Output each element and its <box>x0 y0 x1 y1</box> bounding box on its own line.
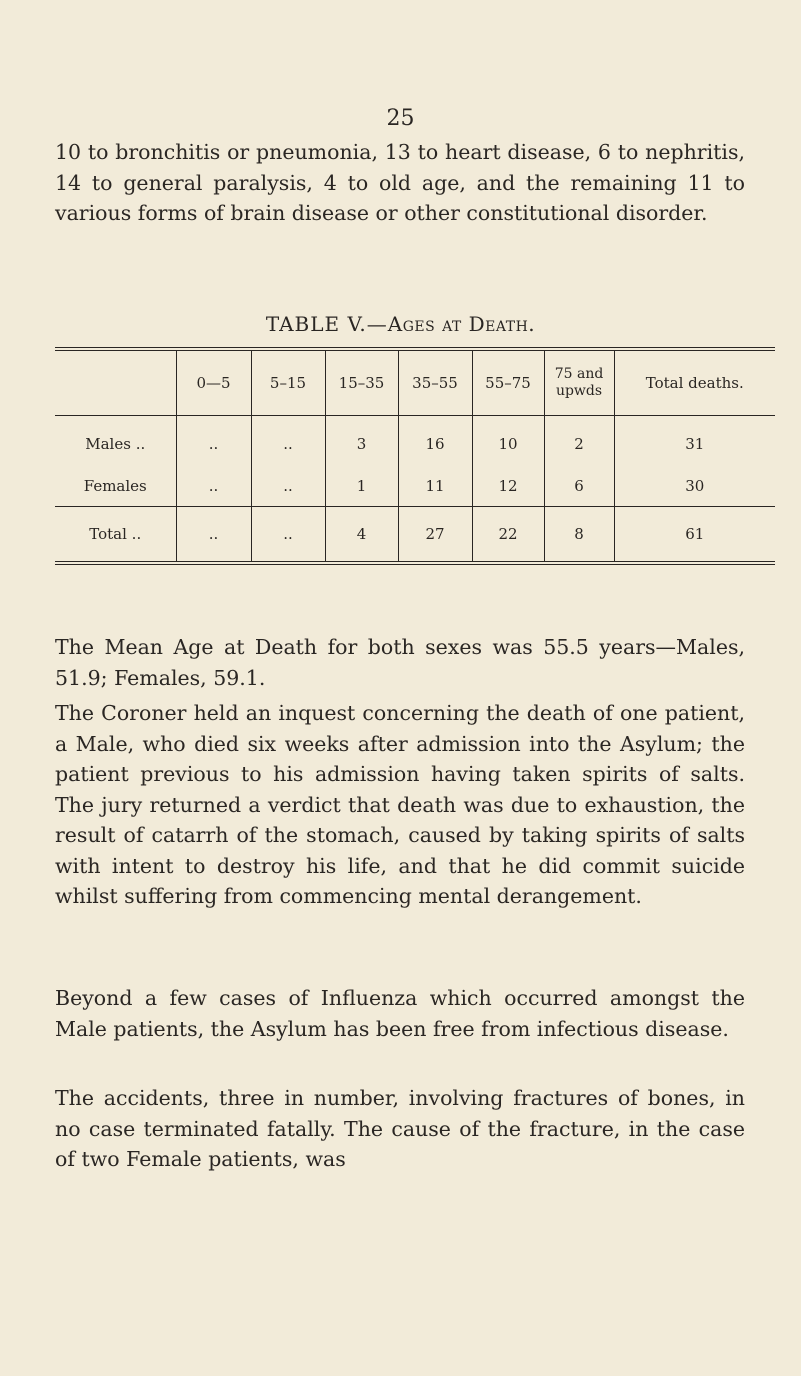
table-cell: 30 <box>614 466 775 507</box>
table-cell: 16 <box>398 416 472 467</box>
intro-paragraph: 10 to bronchitis or pneumonia, 13 to heart disease, 6 to nephritis, 14 to general paralysis, 4 to old age, and the remaining 11 to various forms of brain disease or other constitutional disorder. <box>55 140 745 225</box>
table-cell: .. <box>176 507 251 564</box>
table-title-prefix: TABLE V.— <box>265 312 388 336</box>
table-cell: 12 <box>472 466 544 507</box>
table-cell: .. <box>251 507 325 564</box>
table-cell: .. <box>251 466 325 507</box>
ages-at-death-table <box>55 347 775 565</box>
table-title <box>0 312 801 336</box>
header-empty <box>55 349 176 416</box>
table-cell: 3 <box>325 416 398 467</box>
table-cell: 2 <box>544 416 614 467</box>
row-label: Total .. <box>55 507 176 564</box>
table-cell: 4 <box>325 507 398 564</box>
table-cell: .. <box>251 416 325 467</box>
page-number: 25 <box>386 106 415 131</box>
table-cell: 22 <box>472 507 544 564</box>
header-75-upwards: 75 and upwds <box>544 349 614 416</box>
table-row-males <box>55 416 775 467</box>
table-cell: 27 <box>398 507 472 564</box>
row-label: Males .. <box>85 435 146 453</box>
table-row-total <box>55 507 775 564</box>
table-cell: 10 <box>472 416 544 467</box>
coroner-paragraph: The Coroner held an inquest concerning the death of one patient, a Male, who died six weeks after admission into the Asylum; the patient previous to his admission having taken spirits of salts. The jury returned a verdict that death was due to exhaustion, the result of catarrh of the stomach, caused by taking spirits of salts with intent to destroy his life, and that he did commit suicide whilst suffering from commencing mental derangement. <box>55 701 745 908</box>
table-cell: 6 <box>544 466 614 507</box>
header-15-35: 15–35 <box>325 349 398 416</box>
header-5-15: 5–15 <box>251 349 325 416</box>
influenza-paragraph: Beyond a few cases of Influenza which occurred amongst the Male patients, the Asylum has been free from infectious disease. <box>55 986 745 1041</box>
table-cell: .. <box>176 466 251 507</box>
table-header-row <box>55 349 775 416</box>
table-cell: 8 <box>544 507 614 564</box>
header-35-55: 35–55 <box>398 349 472 416</box>
table-row-females <box>55 466 775 507</box>
table-cell: 31 <box>614 416 775 467</box>
table-cell: .. <box>176 416 251 467</box>
table-cell: 61 <box>614 507 775 564</box>
table-cell: 1 <box>325 466 398 507</box>
table-cell: 11 <box>398 466 472 507</box>
mean-age-paragraph: The Mean Age at Death for both sexes was 55.5 years—Males, 51.9; Females, 59.1. <box>55 635 745 690</box>
accidents-paragraph: The accidents, three in number, involving fractures of bones, in no case terminated fatally. The cause of the fracture, in the case of two Female patients, was <box>55 1086 745 1171</box>
table-title-text: Ages at Death. <box>387 312 536 336</box>
header-total-deaths: Total deaths. <box>614 349 775 416</box>
header-55-75: 55–75 <box>472 349 544 416</box>
row-label: Females <box>83 477 147 495</box>
header-0-5: 0—5 <box>176 349 251 416</box>
